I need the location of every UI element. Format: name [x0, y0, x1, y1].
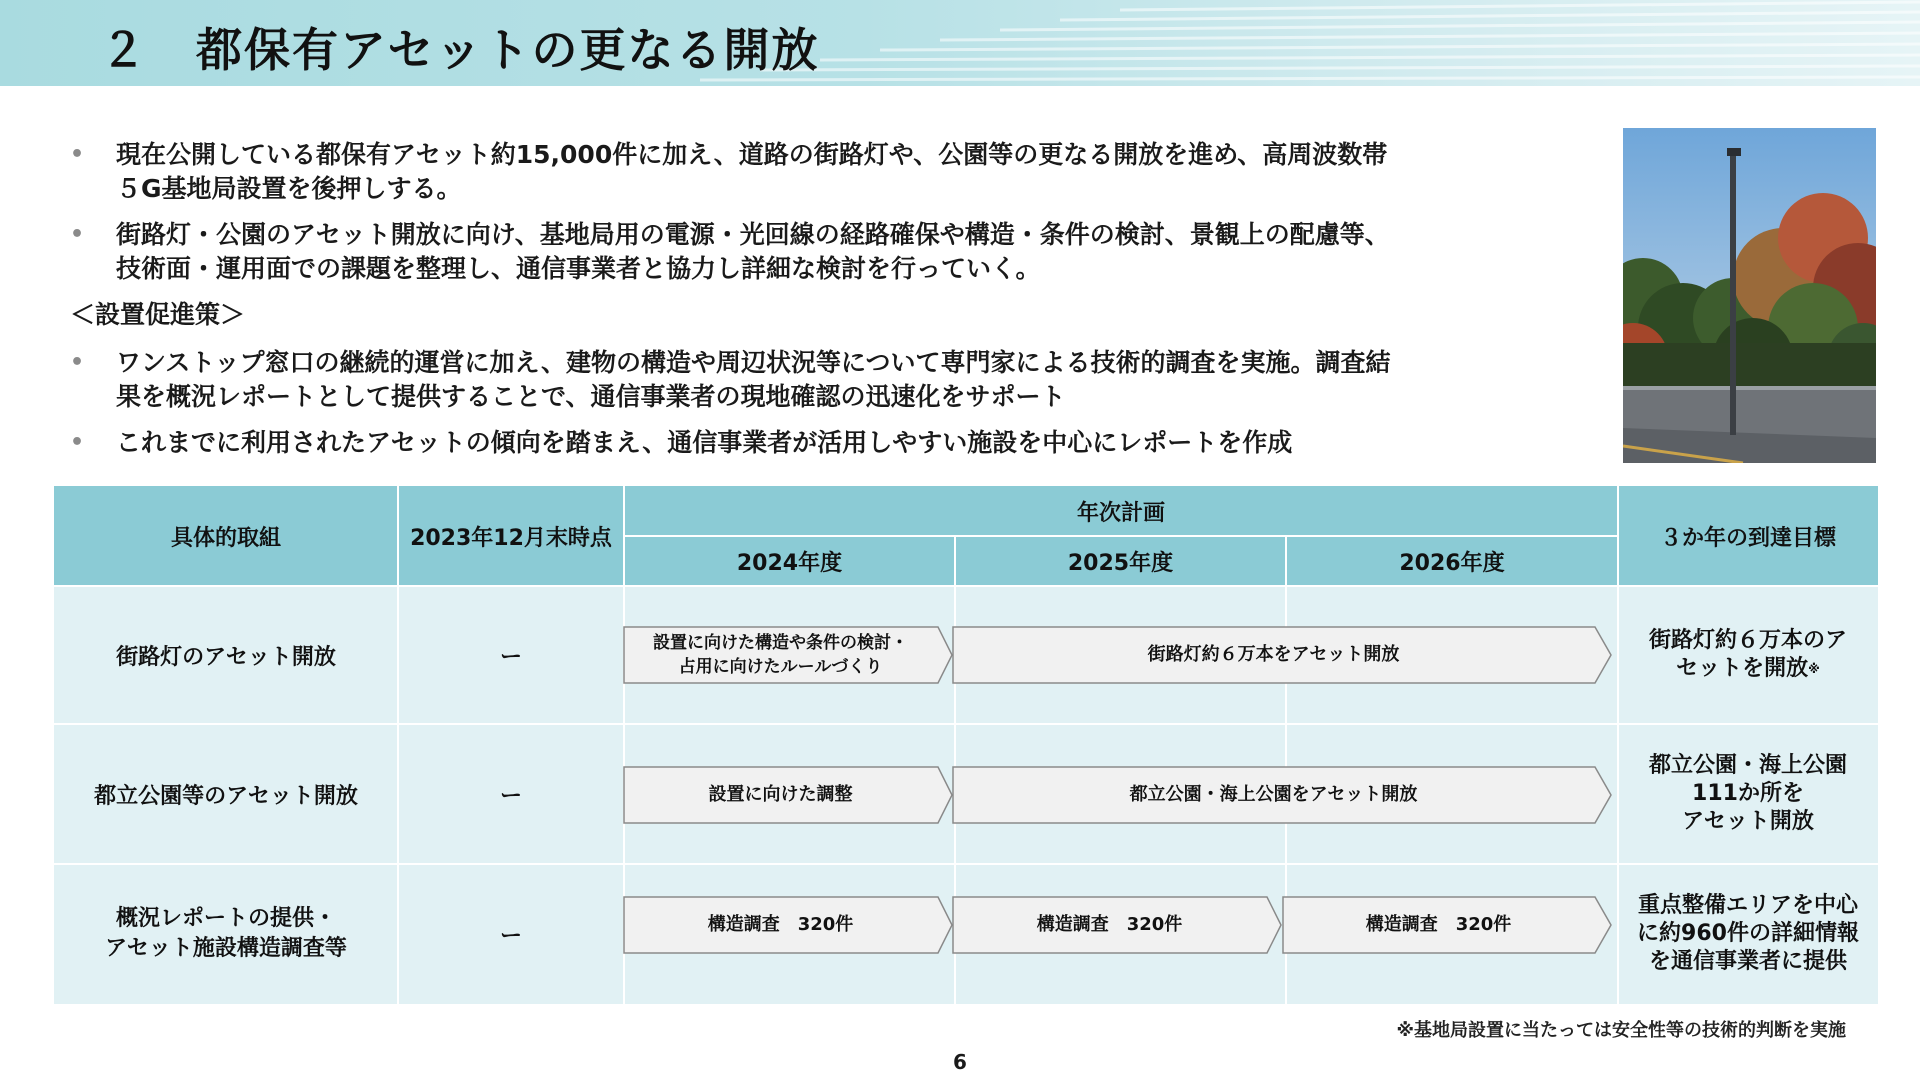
bullet-item [70, 346, 1590, 414]
row-goal [1618, 864, 1878, 1004]
page-number: 6 [953, 1050, 967, 1074]
plan-arrow [623, 766, 953, 824]
plan-arrow [623, 626, 953, 684]
bullet-dot: • [70, 222, 85, 247]
bullet-line: ワンストップ窓口の継続的運営に加え、建物の構造や周辺状況等について専門家による技術的調査を実施。調査結 [116, 348, 1391, 377]
arrow-label: 構造調査 320件 [707, 914, 854, 935]
goal-line-text: セットを開放 [1676, 656, 1809, 681]
bullet-dot: • [70, 142, 85, 167]
grid-line [1617, 486, 1619, 1004]
arrow-label: 都立公園・海上公園をアセット開放 [1129, 784, 1418, 805]
goal-line: 重点整備エリアを中心 [1637, 893, 1858, 918]
plan-arrow [1282, 896, 1612, 954]
arrow-label [623, 626, 938, 684]
goal-line: を通信事業者に提供 [1648, 949, 1847, 974]
row-status: ー [398, 864, 624, 1004]
row-name-line: 概況レポートの提供・ [115, 906, 336, 931]
bullet-item [70, 138, 1590, 206]
arrow-label-line: 設置に向けた構造や条件の検討・ [653, 633, 908, 653]
footnote: ※基地局設置に当たっては安全性等の技術的判断を実施 [1396, 1020, 1846, 1041]
row-name [54, 864, 398, 1004]
header-initiative: 具体的取組 [54, 486, 398, 586]
row-name: 街路灯のアセット開放 [54, 586, 398, 724]
header-annual-plan: 年次計画 [624, 486, 1618, 536]
arrow-label: 設置に向けた調整 [708, 784, 853, 805]
grid-line [397, 486, 399, 1004]
row-goal [1618, 586, 1878, 724]
row-name-line: アセット施設構造調査等 [105, 936, 347, 961]
goal-line: 111か所を [1692, 781, 1804, 806]
row-name: 都立公園等のアセット開放 [54, 724, 398, 864]
annual-plan-table [54, 486, 1878, 1004]
header-status: 2023年12月末時点 [398, 486, 624, 586]
page-title: ２ 都保有アセットの更なる開放 [100, 23, 820, 77]
grid-line [54, 863, 1878, 865]
arrow-label-line: 占用に向けたルールづくり [678, 657, 883, 677]
bullet-line: 現在公開している都保有アセット約15,000件に加え、道路の街路灯や、公園等の更なる開放を進め、高周波数帯 [116, 140, 1388, 169]
row-status: ー [398, 724, 624, 864]
street-light-image [1623, 128, 1876, 463]
goal-line: アセット開放 [1682, 809, 1814, 834]
subheading: ＜設置促進策＞ [70, 300, 246, 329]
bullet-item [70, 218, 1590, 286]
arrow-label: 構造調査 320件 [1036, 914, 1183, 935]
goal-line: 都立公園・海上公園 [1648, 753, 1847, 778]
bullet-item [70, 426, 1590, 460]
plan-arrow [952, 896, 1282, 954]
bullet-line: 果を概況レポートとして提供することで、通信事業者の現地確認の迅速化をサポート [116, 382, 1066, 411]
header-fy2026: 2026年度 [1286, 536, 1618, 586]
arrow-label: 街路灯約６万本をアセット開放 [1147, 644, 1400, 665]
bullet-line: ５G基地局設置を後押しする。 [116, 174, 462, 203]
bullet-line: 街路灯・公園のアセット開放に向け、基地局用の電源・光回線の経路確保や構造・条件の検討、景観上の配慮等、 [116, 220, 1390, 249]
bullet-line: 技術面・運用面での課題を整理し、通信事業者と協力し詳細な検討を行っていく。 [116, 254, 1041, 283]
row-goal [1618, 724, 1878, 864]
bullet-dot: • [70, 430, 85, 455]
bullet-dot: • [70, 350, 85, 375]
row-status: ー [398, 586, 624, 724]
grid-line [624, 535, 1618, 537]
goal-line [1676, 655, 1820, 683]
header-fy2025: 2025年度 [955, 536, 1286, 586]
street-light-photo [1623, 128, 1876, 463]
plan-arrow [952, 766, 1612, 824]
plan-arrow [952, 626, 1612, 684]
bullet-line: これまでに利用されたアセットの傾向を踏まえ、通信事業者が活用しやすい施設を中心にレポートを作成 [116, 428, 1293, 457]
goal-line: 街路灯約６万本のア [1648, 628, 1847, 653]
header-fy2024: 2024年度 [624, 536, 955, 586]
footnote-mark: ※ [1808, 662, 1820, 676]
plan-arrow [623, 896, 953, 954]
goal-line: に約960件の詳細情報 [1637, 921, 1859, 946]
description-section [70, 138, 1590, 472]
grid-line [54, 585, 1878, 587]
arrow-label: 構造調査 320件 [1365, 914, 1512, 935]
header-goal: ３か年の到達目標 [1618, 486, 1878, 586]
title-banner [0, 0, 1920, 86]
grid-line [54, 723, 1878, 725]
